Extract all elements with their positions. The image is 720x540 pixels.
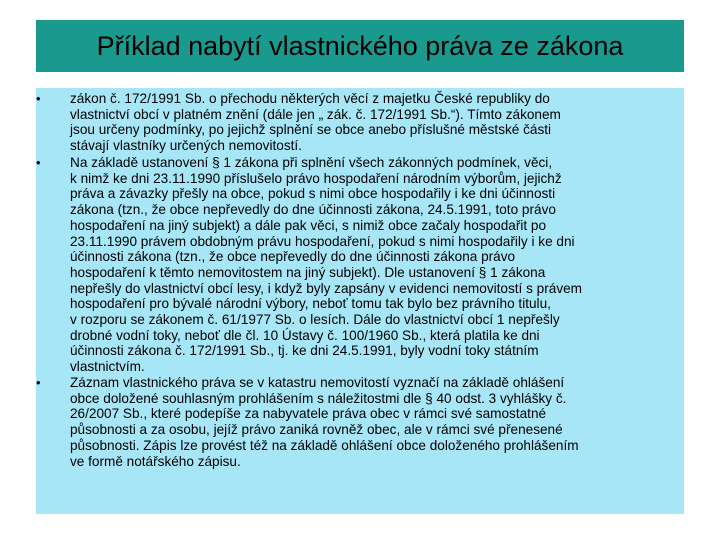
bullet-symbol: • [36,91,41,106]
title-bar [36,20,684,72]
bullet-text-2: Na základě ustanovení § 1 zákona při splnění všech zákonných podmínek, věci, k nimž ke dni 23.11.1990 příslušelo právo hospodaření národním výborům, jejichž práva a závazky přešly na obce, pokud s nimi obce hospodařily i ke dni účinnosti zákona (tzn., že obce nepřevedly do dne účinnosti zákona, 24.5.1991, toto právo hospodaření na jiný subjekt) a dále pak věci, s nimiž obce začaly hospodařit po 23.11.1990 právem obdobným právu hospodaření, pokud s nimi hospodařily i ke dni účinnosti zákona (tzn., že obce nepřevedly do dne účinnosti zákona právo hospodaření k těmto nemovitostem na jiný subjekt). Dle ustanovení § 1 zákona nepřešly do vlastnictví obcí lesy, i když byly zapsány v evidenci nemovitostí s právem hospodaření pro bývalé národní výbory, neboť tomu tak bylo bez právního titulu, v rozporu se zákonem č. 61/1977 Sb. o lesích. Dále do vlastnictví obcí 1 nepřešly drobné vodní toky, neboť dle čl. 10 Ústavy č. 100/1960 Sb., která platila ke dni účinnosti zákona č. 172/1991 Sb., tj. ke dni 24.5.1991, byly vodní toky státním vlastnictvím. [70,155,582,375]
slide-title: Příklad nabytí vlastnického práva ze zákona [96,31,624,61]
bullet-text-3: Záznam vlastnického práva se v katastru nemovitostí vyznačí na základě ohlášení obce doložené souhlasným prohlášením s náležitostmi dle § 40 odst. 3 vyhlášky č. 26/2007 Sb., které podepíše za nabyvatele práva obec v rámci své samostatné působnosti a za osobu, jejíž právo zaniká rovněž obec, ale v rámci své přenesené působnosti. Zápis lze provést též na základě ohlášení obce doloženého prohlášením ve formě notářského zápisu. [70,375,579,469]
bullet-symbol: • [36,375,41,390]
content-box [36,88,684,514]
bullet-text-1: zákon č. 172/1991 Sb. o přechodu některých věcí z majetku České republiky do vlastnictví obcí v platném znění (dále jen „ zák. č. 172/1991 Sb.“). Tímto zákonem jsou určeny podmínky, po jejichž splnění se obce anebo příslušné městské části stávají vlastníky určených nemovitostí. [70,91,561,154]
bullet-symbol: • [36,155,41,170]
